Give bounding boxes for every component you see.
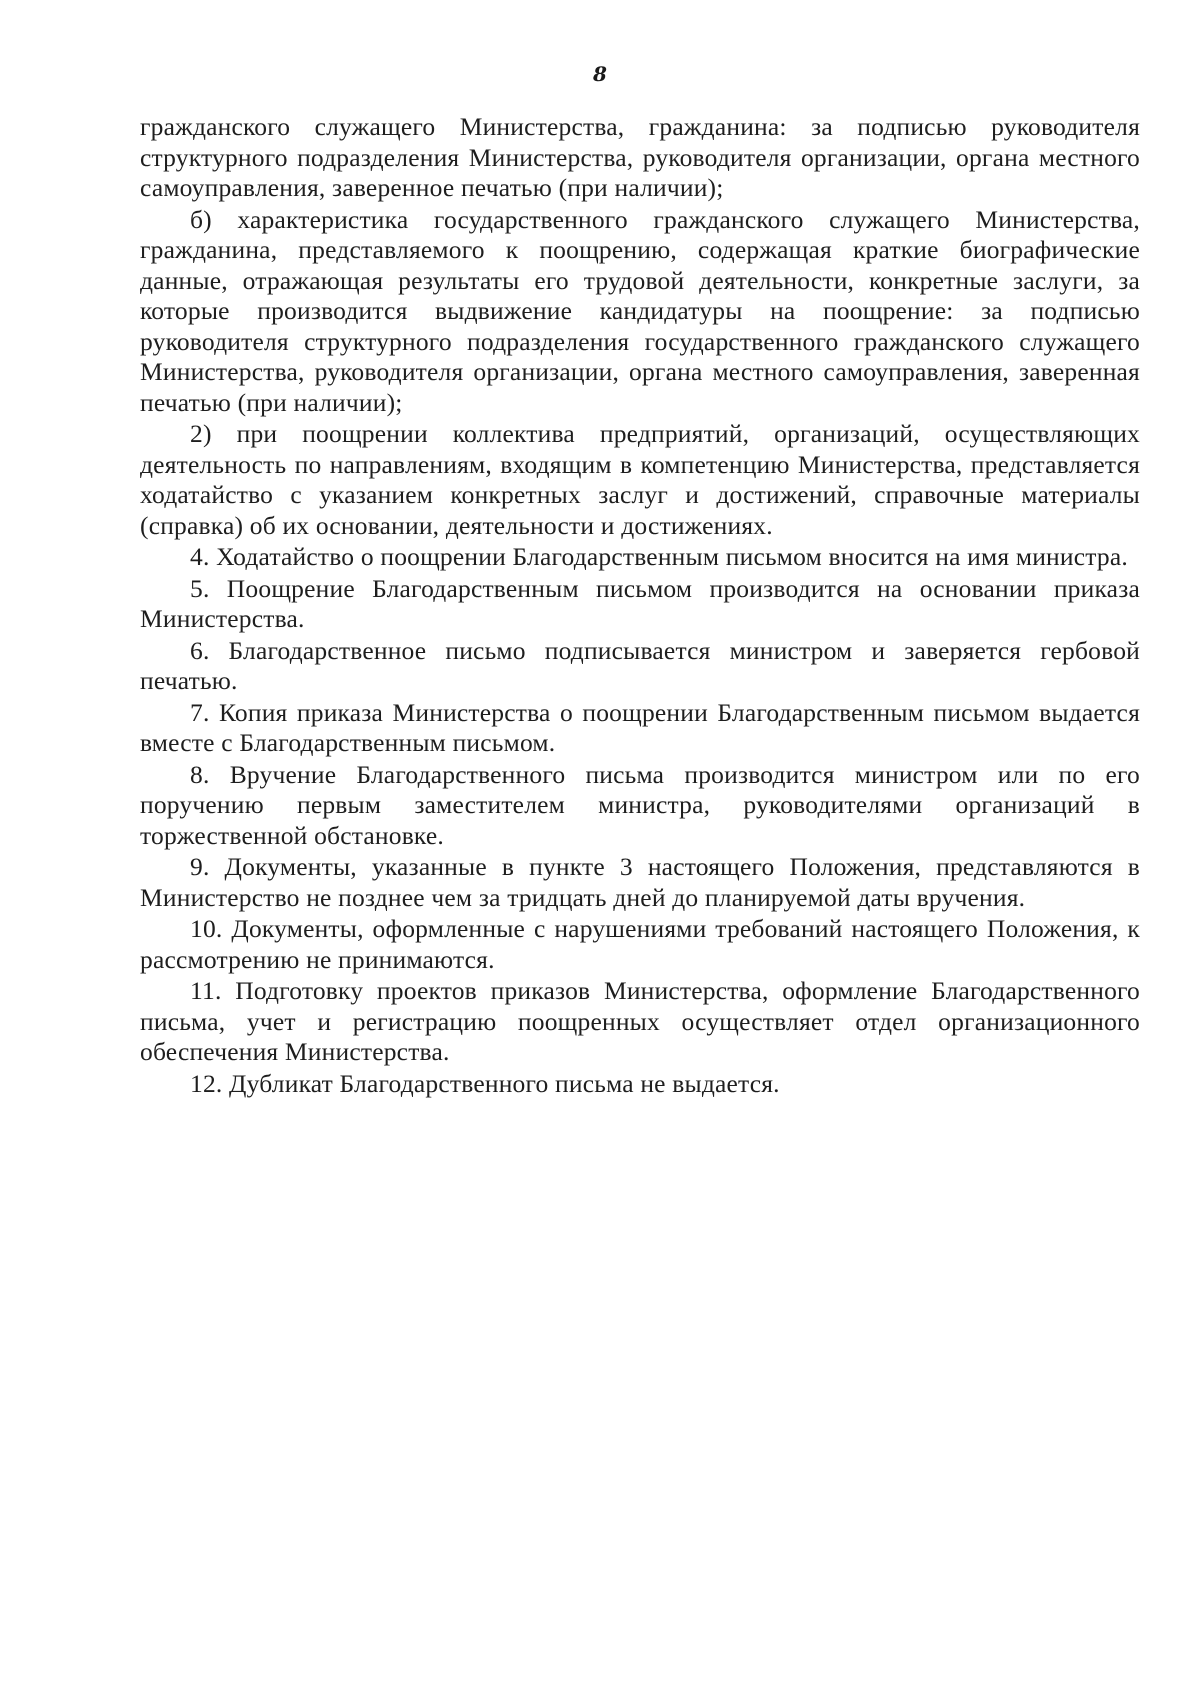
page-number: 8 <box>593 62 607 86</box>
paragraph-6: 6. Благодарственное письмо подписывается министром и заверяется гербовой печатью. <box>140 635 1140 695</box>
paragraph-4: 4. Ходатайство о поощрении Благодарственным письмом вносится на имя министра. <box>190 542 1128 571</box>
paragraph-5: 5. Поощрение Благодарственным письмом производится на основании приказа Министерства. <box>140 573 1140 633</box>
paragraph-b-characteristic: б) характеристика государственного гражданского служащего Министерства, гражданина, представляемого к поощрению, содержащая краткие биографические данные, отражающая результаты его трудовой деятельности, конкретные заслуги, за которые производится выдвижение кандидатуры на поощрение: за подписью руководителя структурного подразделения государственного гражданского служащего Министерства, руководителя организации, органа местного самоуправления, заверенная печатью (при наличии); <box>140 204 1140 417</box>
paragraph-10: 10. Документы, оформленные с нарушениями требований настоящего Положения, к рассмотрению не принимаются. <box>140 914 1140 974</box>
paragraph-8: 8. Вручение Благодарственного письма производится министром или по его поручению первым заместителем министра, руководителями организаций в торжественной обстановке. <box>140 759 1140 850</box>
paragraph-7: 7. Копия приказа Министерства о поощрении Благодарственным письмом выдается вместе с Благодарственным письмом. <box>140 697 1140 757</box>
paragraph-continuation: гражданского служащего Министерства, гражданина: за подписью руководителя структурного подразделения Министерства, руководителя организации, органа местного самоуправления, заверенное печатью (при наличии); <box>140 112 1140 202</box>
paragraph-2-collective: 2) при поощрении коллектива предприятий, организаций, осуществляющих деятельность по направлениям, входящим в компетенцию Министерства, представляется ходатайство с указанием конкретных заслуг и достижений, справочные материалы (справка) об их основании, деятельности и достижениях. <box>140 419 1140 540</box>
paragraph-9: 9. Документы, указанные в пункте 3 настоящего Положения, представляются в Министерство не позднее чем за тридцать дней до планируемой даты вручения. <box>140 852 1140 912</box>
paragraph-12: 12. Дубликат Благодарственного письма не выдается. <box>190 1068 780 1098</box>
paragraph-11: 11. Подготовку проектов приказов Министерства, оформление Благодарственного письма, учет и регистрацию поощренных осуществляет отдел организационного обеспечения Министерства. <box>140 976 1140 1066</box>
document-body <box>140 112 1140 1100</box>
